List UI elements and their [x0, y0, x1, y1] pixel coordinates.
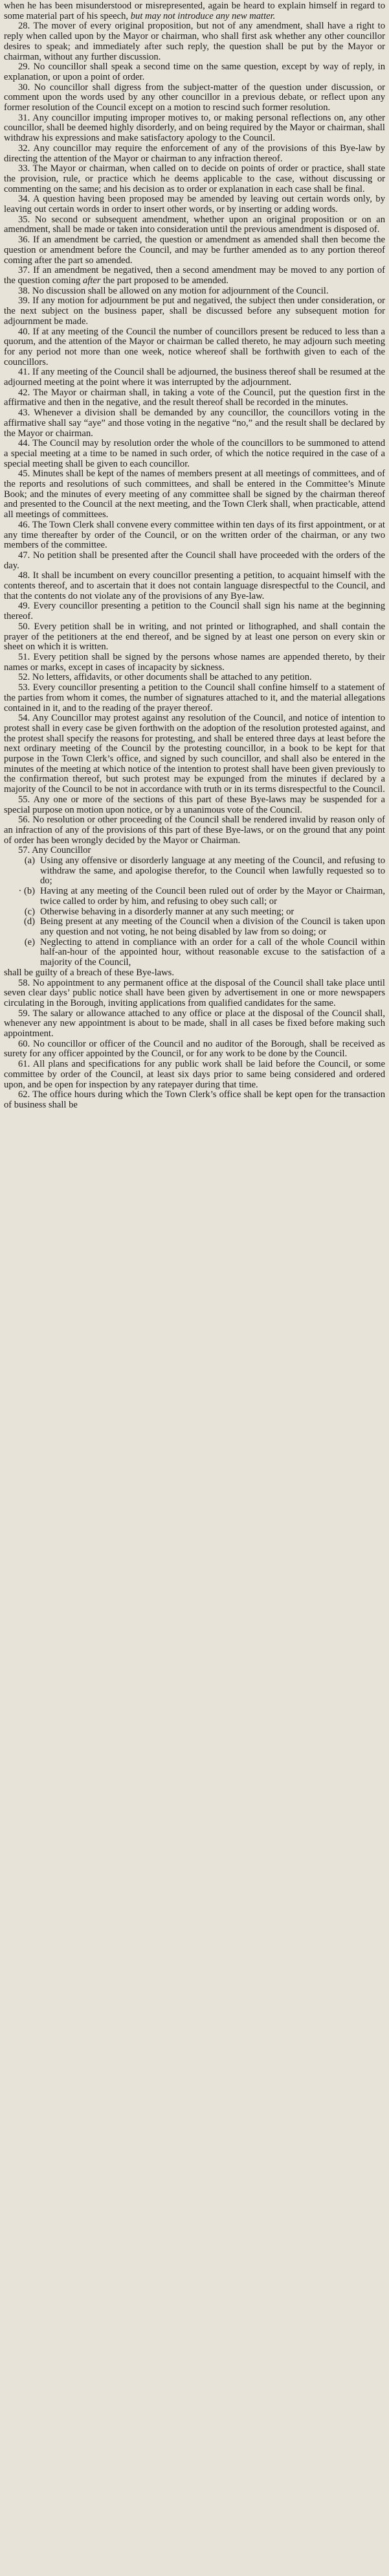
section-51	[4, 653, 385, 673]
item-marker: (e)	[24, 936, 35, 947]
section-number: 38.	[18, 285, 30, 296]
section-text: No appointment to any permanent office at the disposal of the Council shall take place until seven clear days’ public notice shall have been given by advertisement in one or more newspapers circulating in the Borough, inviting applications from qualified candidates for the same.	[4, 977, 385, 1008]
section-text: No petition shall be presented after the Council shall have proceeded with the orders of the day.	[4, 550, 385, 571]
section-number: 40.	[18, 326, 30, 337]
bye-law-sections-continued	[4, 979, 385, 1111]
section-text: If any meeting of the Council shall be adjourned, the business thereof shall be resumed at the adjourned meeting at the point where it was interrupted by the adjournment.	[4, 367, 385, 388]
section-number: 50.	[18, 621, 30, 632]
item-text: Being present at any meeting of the Council when a division of the Council is taken upon any question and not voting, he not being disabled by law from so doing; or	[40, 916, 385, 937]
section-31	[4, 113, 385, 144]
section-48	[4, 571, 385, 601]
section-number: 52.	[18, 672, 30, 683]
section-text: The salary or allowance attached to any office or place at the disposal of the Council shall, whenever any new appointment is about to be made, shall in all cases be fixed before making such appointment.	[4, 1008, 385, 1039]
section-36	[4, 235, 385, 266]
section-53	[4, 683, 385, 714]
section-text: Whenever a division shall be demanded by any councillor, the councillors voting in the affirmative shall say “aye” and those voting in the negative “no,” and the result shall be declared by the Mayor or chairman.	[4, 408, 385, 439]
section-text: No councillor shall digress from the subject-matter of the question under discussion, or comment upon the words used by any other councillor in a previous debate, or reflect upon any former resolution of the Council except on a motion to rescind such former resolution.	[4, 82, 385, 113]
section-59	[4, 1009, 385, 1039]
section-28	[4, 21, 385, 62]
item-marker: (a)	[24, 855, 35, 866]
section-text: If an amendment be negatived, then a second amendment may be moved to any portion of the question coming	[4, 265, 385, 286]
section-text: The Mayor or chairman shall, in taking a vote of the Council, put the question first in the affirmative and then in the negative, and the result thereof shall be recorded in the minutes.	[4, 387, 385, 408]
section-text: If at any meeting of the Council the number of councillors present be reduced to less than a quorum, and the attention of the Mayor or chairman be called thereto, he may adjourn such meeting for any period not more than one week, notice whereof shall be forthwith given to each of the councillors.	[4, 326, 385, 367]
section-number: 29.	[18, 62, 30, 73]
section-number: 43.	[18, 408, 30, 419]
section-text: No councillor shall speak a second time on the same question, except by way of reply, in explanation, or upon a point of order.	[4, 62, 385, 82]
item-marker: (c)	[24, 906, 35, 917]
section-text: when he has been misunderstood or misrepresented, again be heard to explain himself in regard to some material part of his speech,	[4, 1, 385, 21]
section-number: 49.	[18, 601, 30, 612]
section-number: 61.	[18, 1059, 30, 1070]
section-30	[4, 83, 385, 113]
section-52	[4, 673, 385, 683]
section-text: Every petition shall be in writing, and not printed or lithographed, and shall contain the prayer of the petitioners at the end thereof, and be signed by at least one person on every skin or sheet on which it is written.	[4, 621, 385, 653]
breach-condition-item	[4, 917, 385, 937]
section-29	[4, 62, 385, 82]
section-text: No discussion shall be allowed on any motion for adjournment of the Council.	[32, 285, 329, 296]
section-33	[4, 164, 385, 194]
section-47	[4, 551, 385, 571]
item-text: Using any offensive or disorderly language at any meeting of the Council, and refusing to withdraw the same, and apologise therefor, to the Council when lawfully requested so to do;	[40, 855, 385, 887]
section-number: 41.	[18, 367, 30, 378]
section-text: All plans and specifications for any public work shall be laid before the Council, or some committee by order of the Council, at least six days prior to same being considered and ordered upon, and be open for inspection by any ratepayer during that time.	[4, 1059, 385, 1090]
section-text: Any Councillor may protest against any resolution of the Council, and notice of intention to protest shall in every case be given forthwith on the adoption of the resolution protested against, and the protest shall specify the reasons for protesting, and shall be entered three days at least before the next ordinary meeting of the Council by the protesting councillor, in a book to be kept for that purpose in the Town Clerk’s office, and signed by such councillor, and shall also be entered in the minutes of the meeting at which notice of the intention to protest shall have been given previously to the confirmation thereof, but such protest may be expunged from the minutes if declared by a majority of the Council to be not in accordance with truth or in its terms disrespectful to the Council.	[4, 713, 385, 795]
item-text: Having at any meeting of the Council been ruled out of order by the Mayor or Chairman, twice called to order by him, and refusing to obey such call; or	[40, 886, 385, 907]
section-58	[4, 979, 385, 1009]
section-text: Every councillor presenting a petition to the Council shall sign his name at the beginning thereof.	[4, 601, 385, 622]
section-text: The office hours during which the Town Clerk’s office shall be kept open for the transaction of business shall be	[4, 1089, 385, 1110]
breach-condition-item	[4, 887, 385, 907]
section-number: 53.	[18, 682, 30, 693]
item-marker: · (b)	[18, 886, 35, 897]
section-number: 59.	[18, 1008, 30, 1019]
section-number: 57.	[18, 845, 30, 856]
section-43	[4, 408, 385, 439]
section-text: Minutes shall be kept of the names of members present at all meetings of committees, and of the reports and resolutions of such committees, and shall be entered in the Committee’s Minute Book; and the minutes of every meeting of any committee shall be signed by the chairman thereof and presented to the Council at the next meeting, and the Town Clerk shall, when practicable, attend all meetings of committees.	[4, 469, 385, 520]
section-45	[4, 469, 385, 520]
section-37	[4, 266, 385, 286]
section-number: 36.	[18, 235, 30, 246]
section-44	[4, 439, 385, 469]
section-number: 54.	[18, 713, 30, 724]
section-number: 34.	[18, 194, 30, 205]
section-number: 58.	[18, 977, 30, 988]
section-number: 30.	[18, 82, 30, 93]
section-text: Any one or more of the sections of this part of these Bye-laws may be suspended for a special purpose on motion upon notice, or by a unanimous vote of the Council.	[4, 794, 385, 815]
section-number: 42.	[18, 387, 30, 398]
section-text: The Town Clerk shall convene every committee within ten days of its first appointment, or at any time thereafter by order of the Council, or on the written order of the chairman, or any two members of the committee.	[4, 519, 385, 551]
item-text: Otherwise behaving in a disorderly manner at any such meeting; or	[40, 906, 295, 917]
section-text: The Council may by resolution order the whole of the councillors to be summoned to attend a special meeting at a time to be named in such order, of which the notice required in the case of a special meeting shall be given to each councillor.	[4, 438, 385, 469]
section-text: Every petition shall be signed by the persons whose names are appended thereto, by their names or marks, except in cases of incapacity by sickness.	[4, 652, 386, 673]
section-number: 45.	[18, 469, 30, 480]
section-50	[4, 622, 385, 653]
section-35	[4, 215, 385, 235]
section-number: 35.	[18, 214, 30, 225]
section-text-after: the part proposed to be amended.	[100, 275, 228, 286]
section-text: No councillor or officer of the Council and no auditor of the Borough, shall be received as surety for any officer appointed by the Council, or for any work to be done by the Council.	[4, 1038, 385, 1060]
section-number: 32.	[18, 143, 30, 154]
section-40	[4, 327, 385, 368]
breach-condition-item	[4, 907, 385, 918]
breach-condition-item	[4, 856, 385, 887]
section-49	[4, 601, 385, 621]
item-text: Neglecting to attend in compliance with an order for a call of the whole Council within half-an-hour of the appointed hour, without reasonable excuse to the satisfaction of a majority of the Council,	[40, 936, 385, 968]
section-number: 55.	[18, 794, 30, 805]
section-number: 46.	[18, 519, 30, 530]
section-number: 37.	[18, 265, 30, 276]
section-54	[4, 714, 385, 795]
section-number: 33.	[18, 163, 30, 174]
section-continuation	[4, 1, 385, 21]
section-text: The mover of every original proposition, but not of any amendment, shall have a right to reply when called upon by the Mayor or chairman, who shall first ask whether any other councillor desires to speak; and immediately after such reply, the question shall be put by the Mayor or chairman, without any further discussion.	[4, 21, 385, 62]
section-text: Any councillor imputing improper motives to, or making personal reflections on, any other councillor, shall be deemed highly disorderly, and on being required by the Mayor or chairman, shall withdraw his expressions and make satisfactory apology to the Council.	[4, 112, 386, 144]
section-42	[4, 388, 385, 408]
section-number: 39.	[18, 296, 30, 307]
bye-law-sections	[4, 1, 385, 856]
section-text: If any motion for adjournment be put and negatived, the subject then under consideration, or the next subject on the business paper, shall be discussed before any subsequent motion for adjournment be made.	[4, 296, 386, 327]
breach-conditions-list	[4, 856, 385, 968]
section-text: If an amendment be carried, the question or amendment as amended shall then become the question or amendment before the Council, and may be further amended as to any portion thereof coming after the part so amended.	[4, 235, 385, 266]
section-text: It shall be incumbent on every councillor presenting a petition, to acquaint himself with the contents thereof, and to ascertain that it does not contain language disrespectful to the Council, and that the contents do not violate any of the provisions of any Bye-law.	[4, 570, 386, 601]
section-61	[4, 1060, 385, 1090]
section-34	[4, 194, 385, 215]
breach-closing-clause: shall be guilty of a breach of these Bye-laws.	[4, 967, 175, 978]
section-57	[4, 846, 385, 856]
section-38	[4, 286, 385, 297]
section-text: The Mayor or chairman, when called on to decide on points of order or practice, shall state the provision, rule, or practice which he deems applicable to the case, without discussing or commenting on the same; and his decision as to order or explanation in each case shall be final.	[4, 163, 385, 194]
item-marker: (d)	[23, 916, 35, 927]
section-text: Every councillor presenting a petition to the Council shall confine himself to a statement of the parties from whom it comes, the number of signatures attached to it, and the material allegations contained in it, and to the reading of the prayer thereof.	[4, 682, 385, 714]
section-italic-text: but may not introduce any new matter.	[130, 10, 276, 21]
section-text: No letters, affidavits, or other documents shall be attached to any petition.	[32, 672, 312, 683]
breach-condition-item	[4, 938, 385, 968]
section-text: A question having been proposed may be amended by leaving out certain words only, by leaving out certain words in order to insert other words, or by inserting or adding words.	[4, 194, 386, 215]
section-41	[4, 367, 385, 388]
section-number: 48.	[18, 570, 30, 581]
section-56	[4, 815, 385, 846]
section-number: 47.	[18, 550, 30, 561]
section-number: 44.	[18, 438, 30, 449]
section-number: 31.	[18, 112, 30, 123]
section-60	[4, 1039, 385, 1060]
section-text: No second or subsequent amendment, whether upon an original proposition or on an amendment, shall be made or taken into consideration until the previous amendment is disposed of.	[4, 214, 385, 235]
section-text: Any councillor may require the enforcement of any of the provisions of this Bye-law by directing the attention of the Mayor or chairman to any infraction thereof.	[4, 143, 385, 164]
section-number: 56.	[18, 815, 30, 826]
section-39	[4, 296, 385, 327]
section-number: 62.	[18, 1089, 30, 1100]
section-55	[4, 795, 385, 815]
section-text: Any Councillor	[32, 845, 91, 856]
section-32	[4, 144, 385, 164]
section-number: 60.	[18, 1038, 30, 1049]
section-italic-text: after	[83, 275, 101, 286]
section-number: 51.	[18, 652, 30, 662]
section-62	[4, 1090, 385, 1110]
section-46	[4, 520, 385, 551]
section-text: No resolution or other proceeding of the Council shall be rendered invalid by reason only of an infraction of any of the provisions of this part of these Bye-laws, or on the ground that any point of order has been wrongly decided by the Mayor or Chairman.	[4, 815, 385, 846]
section-number: 28.	[18, 21, 30, 32]
